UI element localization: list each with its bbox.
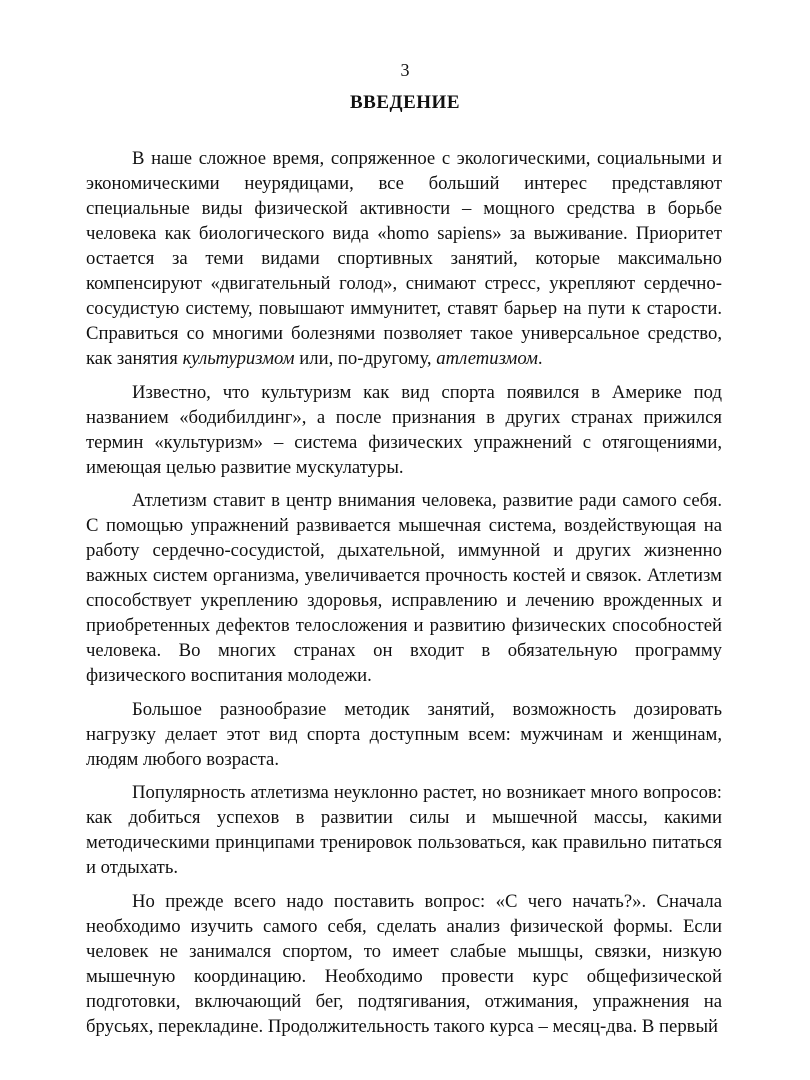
paragraph-5: Популярность атлетизма неуклонно растет, но возникает много вопросов: как добиться успехов в развитии силы и мышечной массы, какими методическими принципами тренировок пользоваться, как правильно питаться и отдыхать. xyxy=(86,782,722,878)
paragraph-1-text-middle: или, по-другому, xyxy=(294,348,437,369)
emphasis-culturism: культуризмом xyxy=(182,348,295,369)
paragraph-6: Но прежде всего надо поставить вопрос: «С чего начать?». Сначала необходимо изучить самого себя, сделать анализ физической формы. Если человек не занимался спортом, то имеет слабые мышцы, связки, низкую мышечную координацию. Необходимо провести курс общефизической подготовки, включающий бег, подтягивания, отжимания, упражнения на брусьях, перекладине. Продолжительность такого курса – месяц-два. В первый xyxy=(86,890,722,1037)
paragraph-1-text-after: . xyxy=(537,348,543,369)
paragraph-2: Известно, что культуризм как вид спорта появился в Америке под названием «бодибилдинг», а после признания в других странах прижился термин «культуризм» – система физических упражнений с отягощениями, имеющая целью развитие мускулатуры. xyxy=(86,381,722,478)
page-title: ВВЕДЕНИЕ xyxy=(350,92,460,113)
body-text xyxy=(86,146,722,1047)
paragraph-4: Большое разнообразие методик занятий, возможность дозировать нагрузку делает этот вид спорта доступным всем: мужчинам и женщинам, людям любого возраста. xyxy=(86,698,722,770)
paragraph-3: Атлетизм ставит в центр внимания человека, развитие ради самого себя. С помощью упражнений развивается мышечная система, воздействующая на работу сердечно-сосудистой, дыхательной, иммунной и других жизненно важных систем организма, увеличивается прочность костей и связок. Атлетизм способствует укреплению здоровья, исправлению и лечению врожденных и приобретенных дефектов телосложения и развитию физических способностей человека. Во многих странах он входит в обязательную программу физического воспитания молодежи. xyxy=(86,490,722,686)
page-number: 3 xyxy=(400,60,410,80)
emphasis-athleticism: атлетизмом xyxy=(436,348,538,369)
paragraph-1-text-before: В наше сложное время, сопряженное с экологическими, социальными и экономическими неурядицами, все больший интерес представляют специальные виды физической активности – мощного средства в борьбе человека как биологического вида «homo sapiens» за выживание. Приоритет остается за теми видами спортивных занятий, которые максимально компенсируют «двигательный голод», снимают стресс, укрепляют сердечно-сосудистую систему, повышают иммунитет, ставят барьер на пути к старости. Справиться со многими болезнями позволяет такое универсальное средство, как занятия xyxy=(86,148,722,369)
paragraph-1 xyxy=(86,146,722,371)
